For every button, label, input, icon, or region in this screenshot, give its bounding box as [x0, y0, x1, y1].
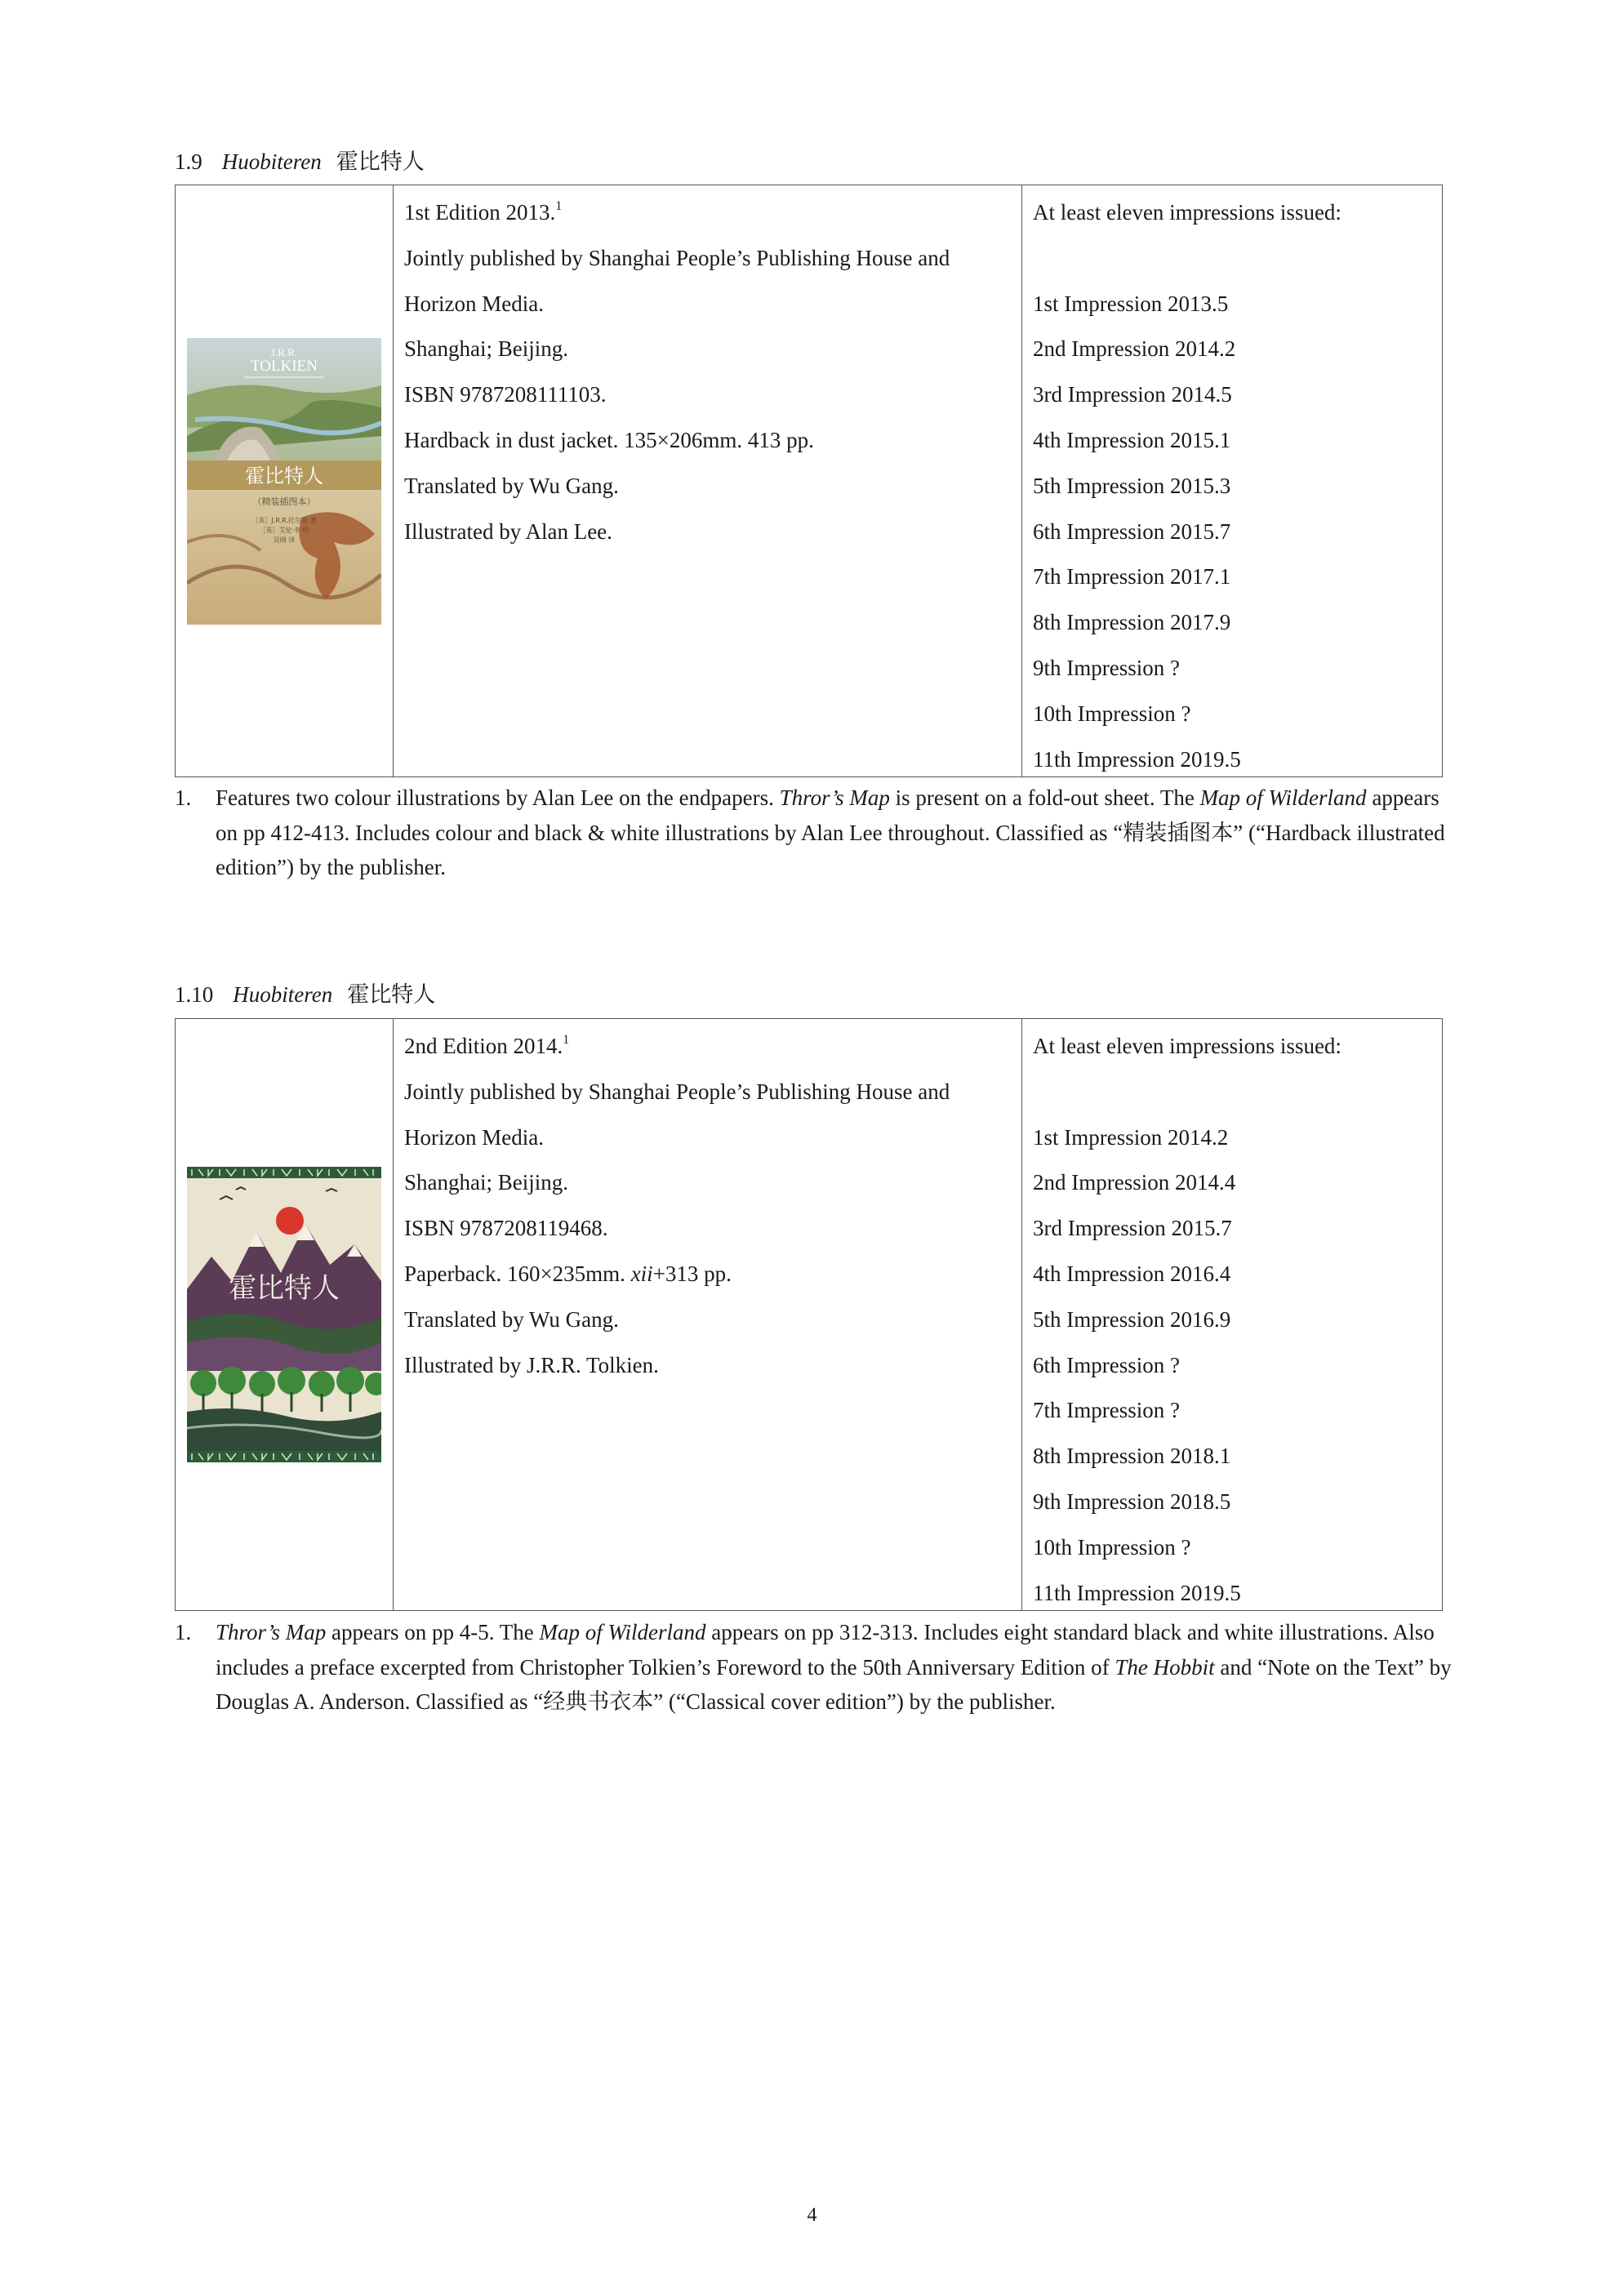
impression-item: 4th Impression 2015.1: [1033, 427, 1231, 452]
impression-item: 5th Impression 2016.9: [1033, 1306, 1231, 1332]
impression-item: 2nd Impression 2014.2: [1033, 336, 1236, 362]
entry-title: Huobiteren: [233, 982, 333, 1007]
publisher-line: Jointly published by Shanghai People’s Publishing House and: [404, 245, 950, 270]
impression-item: 9th Impression 2018.5: [1033, 1488, 1231, 1514]
impression-item: 3rd Impression 2014.5: [1033, 382, 1232, 407]
impression-item: 1st Impression 2013.5: [1033, 291, 1229, 316]
footnote-italic-part: Map of Wilderland: [539, 1620, 706, 1644]
edition-info-cell: [394, 185, 1022, 776]
impression-item: 8th Impression 2017.9: [1033, 610, 1231, 635]
footnote-italic-part: Thror’s Map: [216, 1620, 327, 1644]
impression-item: 4th Impression 2016.4: [1033, 1261, 1231, 1286]
format-prefix: Paperback. 160×235mm.: [404, 1261, 631, 1286]
entry-table: [175, 185, 1443, 777]
format-line: Hardback in dust jacket. 135×206mm. 413 pp.: [404, 427, 814, 452]
cover-credit-line3: 吴刚 译: [273, 536, 296, 544]
entry-table: [175, 1018, 1443, 1611]
footnote-marker: 1: [563, 1033, 570, 1047]
book-cover-image: [187, 338, 381, 625]
cover-band-subtitle: （精装插图本）: [252, 496, 316, 507]
illustrator-line: Illustrated by Alan Lee.: [404, 518, 612, 544]
impressions-list: [1033, 1115, 1442, 1617]
cover-cell: [176, 185, 394, 776]
impression-item: 7th Impression 2017.1: [1033, 564, 1231, 590]
footnote: [175, 1615, 1465, 1720]
footnote-marker: 1: [555, 199, 563, 213]
format-suffix: +313 pp.: [652, 1261, 732, 1286]
edition-line: [404, 190, 1021, 236]
edition-text: 1st Edition 2013.: [404, 200, 556, 225]
cover-cell: [176, 1019, 394, 1610]
footnote-part: appears on pp 312-313. Includes eight standard black and white illustrations. Also includes a preface excerpted from Christopher Tolkien’s Foreword to the 50th Anniversary Edition of: [216, 1620, 1435, 1680]
impression-item: 5th Impression 2015.3: [1033, 473, 1231, 498]
impressions-heading: At least eleven impressions issued:: [1033, 1034, 1341, 1058]
entry-heading: [175, 148, 425, 176]
entry-number: 1.10: [175, 982, 214, 1007]
edition-line: [404, 1024, 1021, 1070]
entry-title: Huobiteren: [221, 149, 322, 174]
impression-item: 8th Impression 2018.1: [1033, 1444, 1231, 1469]
illustrator-line: Illustrated by J.R.R. Tolkien.: [404, 1352, 659, 1377]
impressions-cell: [1022, 1019, 1442, 1610]
impressions-list: [1033, 282, 1442, 783]
footnote-part: appears on pp 412-413. Includes colour and black & white illustrations by Alan Lee throughout. Classified as “精装插图本” (“Hardback illustrated edition”) by the publisher.: [216, 785, 1445, 879]
impression-item: 10th Impression ?: [1033, 701, 1191, 726]
impression-item: 11th Impression 2019.5: [1033, 1580, 1241, 1605]
page-number: 4: [807, 2205, 817, 2226]
cover-credit-line2: ［英］艾伦·李 绘: [259, 526, 309, 534]
cover-author-line1: J.R.R.: [270, 345, 298, 358]
impression-item: 7th Impression ?: [1033, 1398, 1180, 1423]
translator-line: Translated by Wu Gang.: [404, 1306, 619, 1332]
cover-credit-line1: ［英］J.R.R.托尔金 著: [251, 516, 317, 524]
cover-band-title: 霍比特人: [245, 464, 323, 487]
format-italic: xii: [630, 1261, 653, 1286]
edition-text: 2nd Edition 2014.: [404, 1034, 563, 1058]
spacer-line: [1033, 1070, 1442, 1115]
footnote-text: [216, 781, 1465, 885]
translator-line: Translated by Wu Gang.: [404, 473, 619, 498]
footnote-part: Features two colour illustrations by Alan Lee on the endpapers.: [216, 785, 780, 810]
entry-chinese-title: 霍比特人: [347, 982, 436, 1007]
format-line: [404, 1252, 1021, 1297]
impression-item: 10th Impression ?: [1033, 1534, 1191, 1560]
place-line: Shanghai; Beijing.: [404, 1170, 568, 1195]
place-line: Shanghai; Beijing.: [404, 336, 568, 362]
book-cover-image: [187, 1167, 381, 1462]
impression-item: 3rd Impression 2015.7: [1033, 1216, 1232, 1241]
entry-heading: [175, 981, 435, 1008]
footnote: [175, 781, 1465, 885]
isbn-line: ISBN 9787208111103.: [404, 382, 607, 407]
edition-info-cell: [394, 1019, 1022, 1610]
footnote-part: and “Note on the Text” by Douglas A. Anderson. Classified as “经典书衣本” (“Classical cover edition”) by the publisher.: [216, 1654, 1452, 1714]
impression-item: 6th Impression 2015.7: [1033, 518, 1231, 544]
impression-item: 9th Impression ?: [1033, 655, 1180, 680]
impressions-heading: At least eleven impressions issued:: [1033, 200, 1341, 225]
footnote-part: is present on a fold-out sheet. The: [889, 785, 1200, 810]
footnote-number: 1.: [175, 1620, 192, 1644]
impression-item: 1st Impression 2014.2: [1033, 1124, 1229, 1150]
footnote-part: appears on pp 4-5. The: [326, 1620, 540, 1644]
footnote-italic-part: The Hobbit: [1115, 1654, 1215, 1680]
impression-item: 11th Impression 2019.5: [1033, 746, 1241, 772]
footnote-italic-part: Map of Wilderland: [1199, 785, 1367, 810]
publisher-line: Jointly published by Shanghai People’s Publishing House and: [404, 1079, 950, 1104]
impression-item: 6th Impression ?: [1033, 1352, 1180, 1377]
publisher-line-2: Horizon Media.: [404, 1124, 544, 1150]
footnote-number: 1.: [175, 785, 192, 810]
cover-title: 霍比特人: [229, 1272, 340, 1305]
footnote-italic-part: Thror’s Map: [779, 785, 890, 810]
footnote-text: [216, 1615, 1465, 1720]
impression-item: 2nd Impression 2014.4: [1033, 1170, 1236, 1195]
entry-number: 1.9: [175, 149, 202, 174]
isbn-line: ISBN 9787208119468.: [404, 1216, 608, 1241]
impressions-cell: [1022, 185, 1442, 776]
entry-chinese-title: 霍比特人: [336, 149, 425, 174]
publisher-line-2: Horizon Media.: [404, 291, 544, 316]
spacer-line: [1033, 236, 1442, 282]
cover-author-line2: TOLKIEN: [251, 357, 318, 375]
